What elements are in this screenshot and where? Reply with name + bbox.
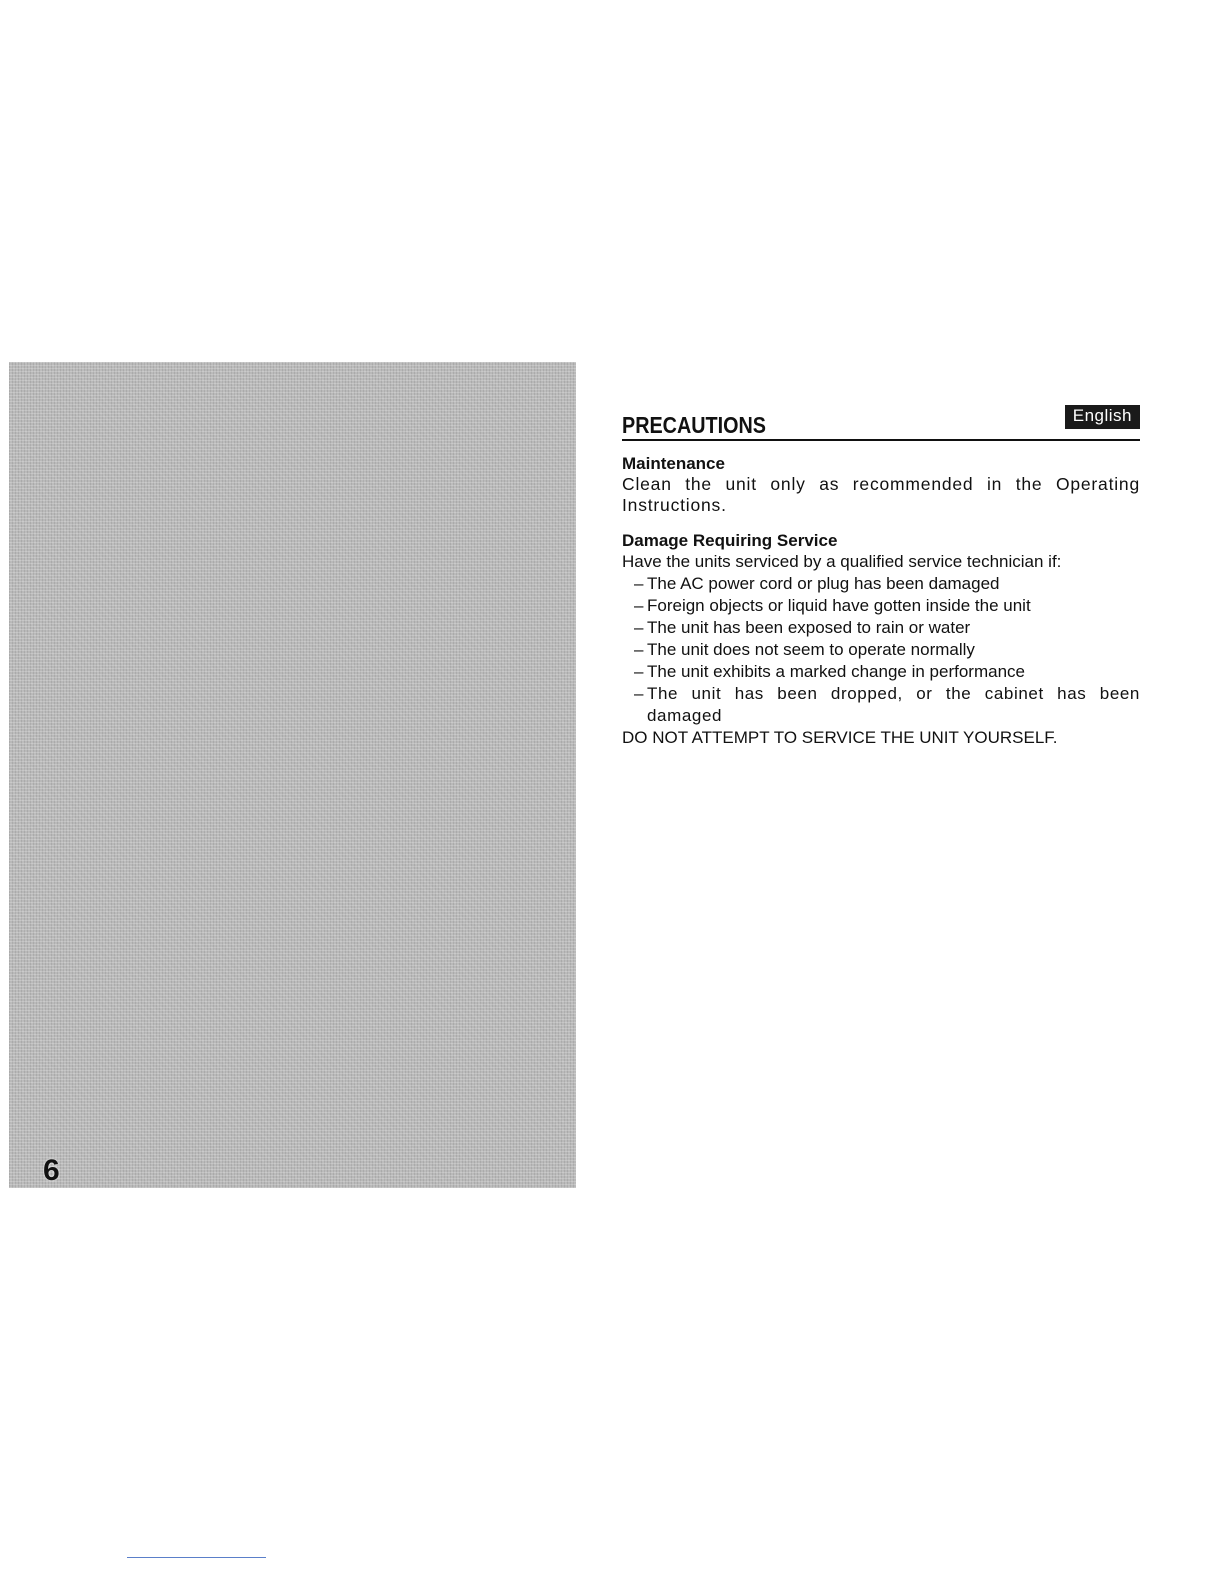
language-badge: English xyxy=(1065,405,1140,429)
maintenance-text: Clean the unit only as recommended in the Operating Instructions. xyxy=(622,474,1140,515)
damage-heading: Damage Requiring Service xyxy=(622,531,838,550)
list-item: – The unit has been dropped, or the cabinet has been damaged xyxy=(634,683,1140,727)
list-item: – The AC power cord or plug has been damaged xyxy=(634,573,1140,595)
page-title: PRECAUTIONS xyxy=(622,412,766,438)
precautions-section xyxy=(622,405,1140,749)
list-item: – The unit does not seem to operate normally xyxy=(634,639,1140,661)
list-item: – The unit has been exposed to rain or water xyxy=(634,617,1140,639)
damage-intro: Have the units serviced by a qualified service technician if: xyxy=(622,552,1062,571)
service-conditions-list xyxy=(622,573,1140,727)
gray-texture-panel xyxy=(9,362,576,1188)
list-item: – Foreign objects or liquid have gotten inside the unit xyxy=(634,595,1140,617)
section-header xyxy=(622,405,1140,441)
maintenance-heading: Maintenance xyxy=(622,454,725,473)
page-number: 6 xyxy=(43,1154,60,1187)
footer-rule xyxy=(127,1557,266,1558)
service-warning: DO NOT ATTEMPT TO SERVICE THE UNIT YOURSELF. xyxy=(622,728,1058,747)
list-item: – The unit exhibits a marked change in performance xyxy=(634,661,1140,683)
